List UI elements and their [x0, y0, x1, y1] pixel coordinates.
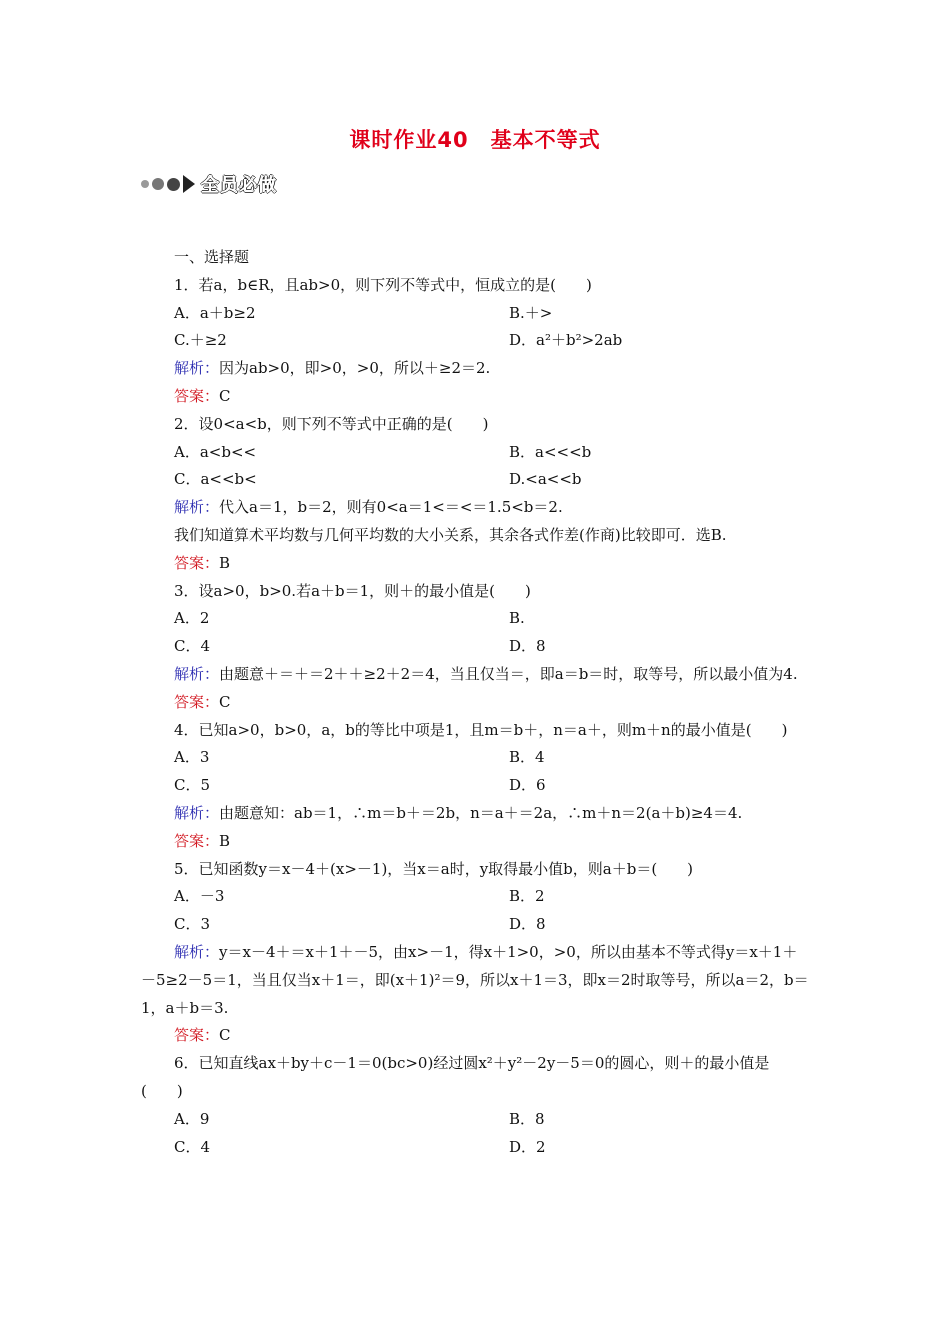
option-row: [141, 1106, 811, 1134]
answer-value: C: [219, 386, 231, 405]
section-banner: [141, 171, 277, 197]
option-row: [141, 1134, 811, 1162]
option-row: [141, 327, 811, 355]
option: A．－3: [174, 887, 225, 906]
option: B．a<<<b: [509, 442, 592, 461]
answer: [141, 1022, 811, 1050]
answer-label: 答案：: [174, 386, 220, 405]
banner-label: 全员必做: [201, 175, 277, 196]
analysis: [141, 355, 811, 383]
option: A．9: [174, 1109, 210, 1128]
answer: [141, 689, 811, 717]
option: A．2: [174, 609, 210, 628]
option: B.＋>: [509, 303, 553, 322]
answer: [141, 550, 811, 578]
question-stem: 6．已知直线ax＋by＋c－1＝0(bc>0)经过圆x²＋y²－2y－5＝0的圆心，则＋的最小值是( ): [141, 1054, 770, 1100]
option-row: [141, 439, 811, 467]
question-stem: 5．已知函数y＝x－4＋(x>－1)，当x＝a时，y取得最小值b，则a＋b＝( ): [174, 859, 694, 878]
section-heading: 一、选择题: [174, 248, 250, 266]
analysis-label: 解析：: [174, 664, 220, 683]
option-row: [141, 744, 811, 772]
analysis: [141, 494, 811, 522]
analysis: [141, 661, 811, 689]
page-title: 课时作业40 基本不等式: [349, 128, 601, 152]
option-row: [141, 466, 811, 494]
question-stem: 3．设a>0，b>0.若a＋b＝1，则＋的最小值是( ): [174, 581, 531, 600]
bullet-dot-icon: [167, 178, 180, 191]
option-row: [141, 911, 811, 939]
answer-label: 答案：: [174, 692, 220, 711]
option: D．2: [509, 1137, 546, 1156]
option: D．a²＋b²>2ab: [509, 331, 623, 350]
option: C．5: [174, 776, 211, 795]
option-row: [141, 883, 811, 911]
question-list: [141, 244, 811, 1161]
option: A．a<b<<: [174, 442, 257, 461]
option: C．3: [174, 915, 211, 934]
answer-value: C: [219, 1026, 231, 1045]
option: C．a<<b<: [174, 470, 257, 489]
option-row: [141, 633, 811, 661]
option-row: [141, 772, 811, 800]
analysis: [141, 800, 811, 828]
option: D.<a<<b: [509, 470, 582, 489]
option: D．8: [509, 637, 546, 656]
answer: [141, 828, 811, 856]
arrow-right-icon: [183, 175, 195, 193]
option: D．6: [509, 776, 546, 795]
analysis: [141, 939, 811, 1022]
answer-label: 答案：: [174, 831, 220, 850]
analysis-text: 由题意知：ab＝1，∴m＝b＋＝2b，n＝a＋＝2a，∴m＋n＝2(a＋b)≥4＝4.: [219, 803, 743, 822]
option: C.＋≥2: [174, 331, 227, 350]
question-stem: 1．若a，b∈R，且ab>0，则下列不等式中，恒成立的是( ): [174, 275, 592, 294]
answer-value: B: [219, 553, 231, 572]
option: B．2: [509, 887, 545, 906]
answer-value: B: [219, 831, 231, 850]
option: B.: [509, 609, 525, 628]
analysis-text: 因为ab>0，即>0，>0，所以＋≥2＝2.: [219, 359, 491, 378]
option: C．4: [174, 1137, 211, 1156]
answer-label: 答案：: [174, 553, 220, 572]
analysis-label: 解析：: [174, 803, 220, 822]
analysis-text: 由题意＋＝＋＝2＋＋≥2＋2＝4，当且仅当＝，即a＝b＝时，取等号，所以最小值为4.: [219, 664, 798, 683]
analysis-text: 我们知道算术平均数与几何平均数的大小关系，其余各式作差(作商)比较即可．选B.: [174, 525, 727, 544]
question-stem: 2．设0<a<b，则下列不等式中正确的是( ): [174, 414, 489, 433]
bullet-dot-icon: [152, 178, 164, 190]
analysis-label: 解析：: [174, 359, 220, 378]
analysis-text: y＝x－4＋＝x＋1＋－5，由x>－1，得x＋1>0，>0，所以由基本不等式得y＝x＋1＋－5≥2－5＝1，当且仅当x＋1＝，即(x＋1)²＝9，所以x＋1＝3，即x＝2时取等号，所以a＝2，b＝1，a＋b＝3.: [141, 942, 809, 1017]
answer-label: 答案：: [174, 1026, 220, 1045]
option-row: [141, 300, 811, 328]
option: D．8: [509, 915, 546, 934]
option: A．a＋b≥2: [174, 303, 256, 322]
option: B．4: [509, 748, 545, 767]
option: B．8: [509, 1109, 545, 1128]
answer-value: C: [219, 692, 231, 711]
analysis-label: 解析：: [174, 498, 220, 517]
bullet-dot-icon: [141, 180, 149, 188]
question-stem: 4．已知a>0，b>0，a，b的等比中项是1，且m＝b＋，n＝a＋，则m＋n的最小值是( ): [174, 720, 788, 739]
answer: [141, 383, 811, 411]
option: C．4: [174, 637, 211, 656]
analysis-text: 代入a＝1，b＝2，则有0<a＝1<＝<＝1.5<b＝2.: [219, 498, 563, 517]
option: A．3: [174, 748, 210, 767]
analysis-label: 解析：: [174, 942, 220, 961]
option-row: [141, 605, 811, 633]
